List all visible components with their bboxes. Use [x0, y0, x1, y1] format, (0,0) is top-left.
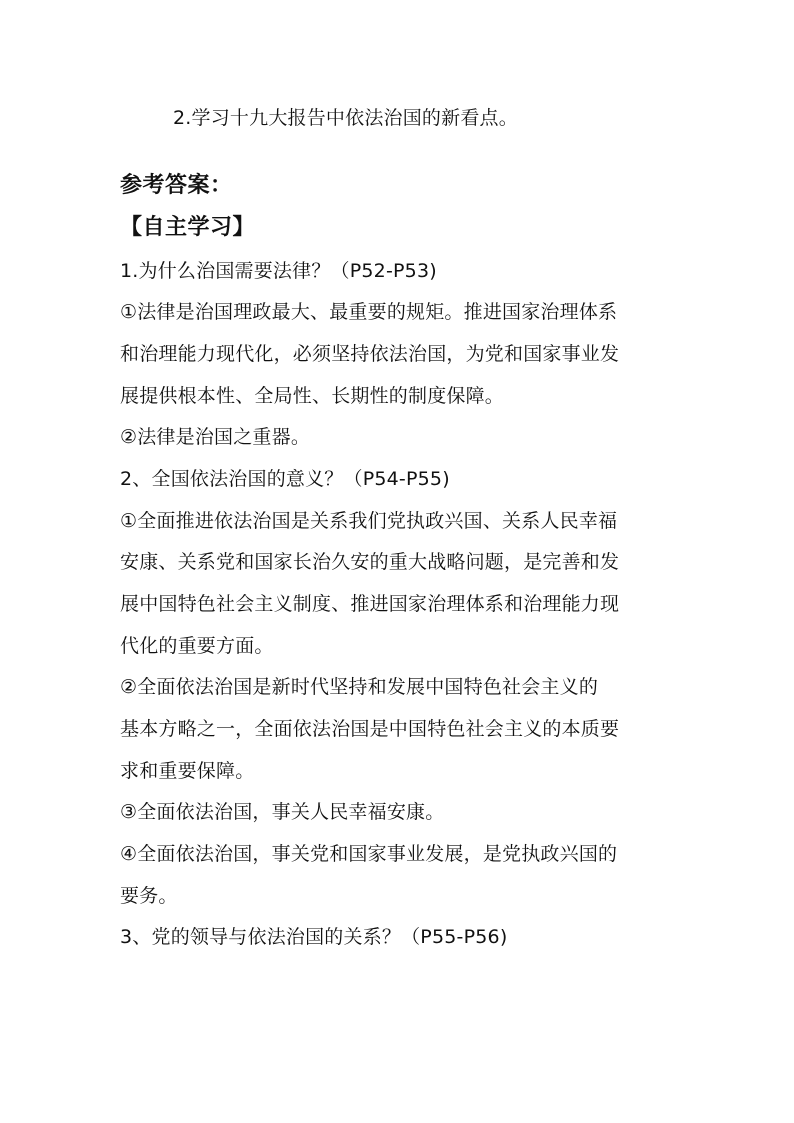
question-1-title: 1.为什么治国需要法律？（P52-P53): [120, 260, 437, 282]
answer-2-2-line-1: ②全面依法治国是新时代坚持和发展中国特色社会主义的: [120, 676, 599, 698]
answer-1-2: ②法律是治国之重器。: [120, 426, 311, 448]
answer-2-2-line-2: 基本方略之一，全面依法治国是中国特色社会主义的本质要: [120, 718, 620, 740]
question-3-title: 3、党的领导与依法治国的关系？（P55-P56): [120, 926, 508, 948]
answer-1-1-line-1: ①法律是治国理政最大、最重要的规矩。推进国家治理体系: [120, 301, 618, 323]
answer-1-1-line-3: 展提供根本性、全局性、长期性的制度保障。: [120, 385, 505, 407]
answer-2-4-line-1: ④全面依法治国，事关党和国家事业发展，是党执政兴国的: [120, 843, 618, 865]
self-study-heading: 【自主学习】: [120, 215, 256, 240]
answer-2-4-line-2: 要务。: [120, 885, 178, 907]
study-item-2: 2.学习十九大报告中依法治国的新看点。: [173, 107, 518, 129]
answer-2-1-line-3: 展中国特色社会主义制度、推进国家治理体系和治理能力现: [120, 593, 620, 615]
answer-2-1-line-2: 安康、关系党和国家长治久安的重大战略问题，是完善和发: [120, 551, 620, 573]
answer-2-1-line-4: 代化的重要方面。: [120, 635, 274, 657]
question-2-title: 2、全国依法治国的意义？（P54-P55): [120, 468, 450, 490]
answer-2-3: ③全面依法治国，事关人民幸福安康。: [120, 801, 445, 823]
answer-2-1-line-1: ①全面推进依法治国是关系我们党执政兴国、关系人民幸福: [120, 510, 618, 532]
answer-1-1-line-2: 和治理能力现代化，必须坚持依法治国，为党和国家事业发: [120, 343, 620, 365]
reference-answer-heading: 参考答案：: [120, 173, 233, 198]
answer-2-2-line-3: 求和重要保障。: [120, 760, 255, 782]
